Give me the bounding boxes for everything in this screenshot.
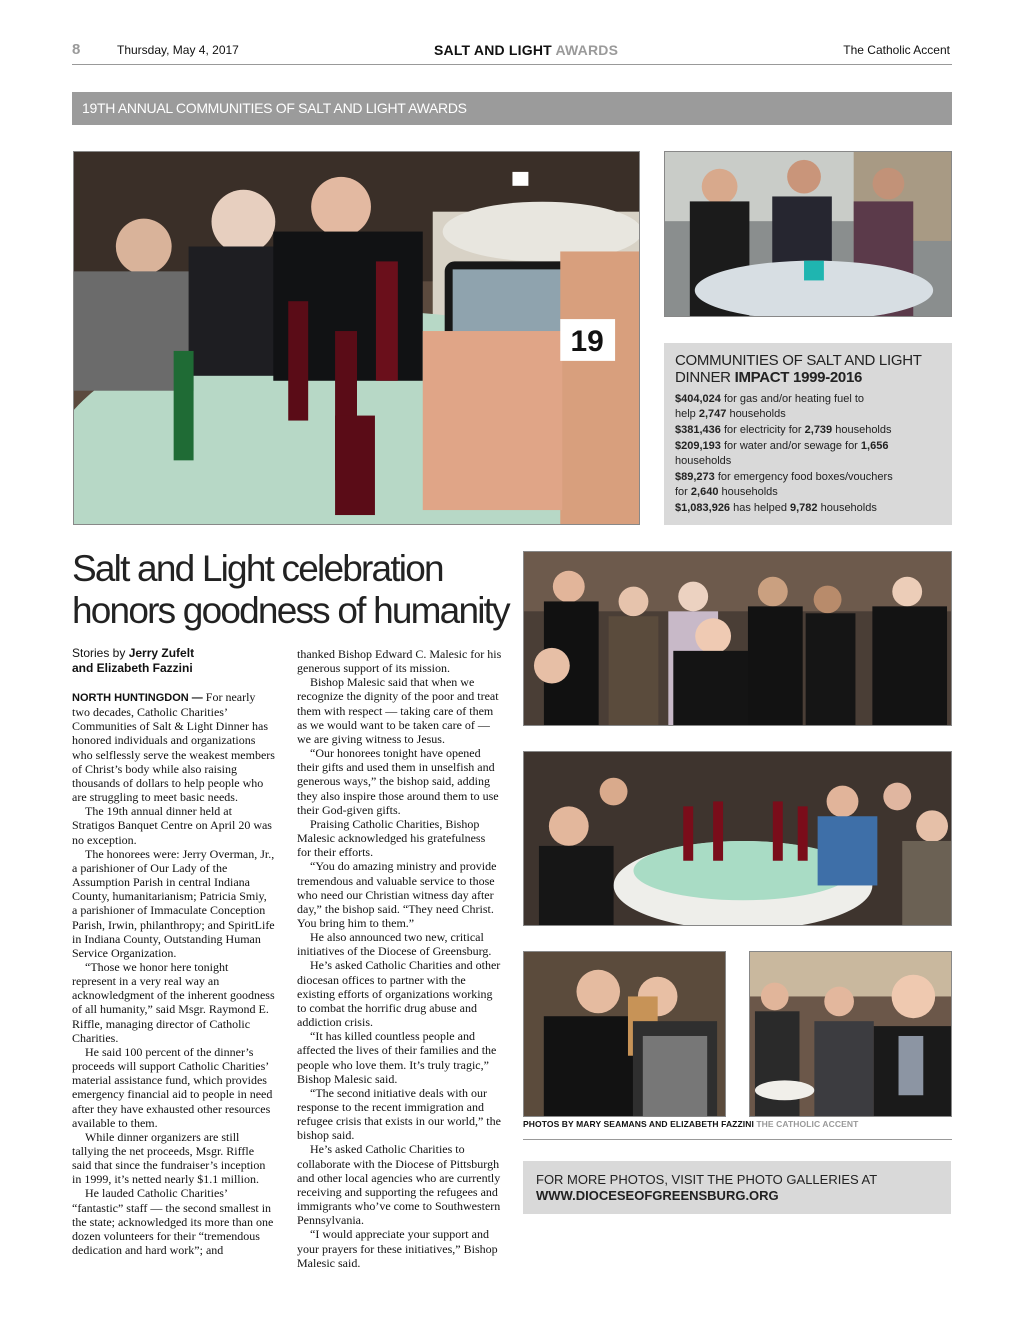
article-paragraph: He said 100 percent of the dinner’s proceeds will support Catholic Charities’ material assistance fund, which provides emergency financial aid to people in need after they have exhausted other resources available to them. xyxy=(72,1044,273,1130)
gallery-url-link[interactable]: WWW.DIOCESEOFGREENSBURG.ORG xyxy=(536,1188,779,1203)
article-paragraph: While dinner organizers are still tallying the net proceeds, Msgr. Riffle said that since the fundraiser’s inception in 1999, it’s netted nearly $1.1 million. xyxy=(72,1129,266,1187)
article-column-2 xyxy=(297,647,502,1270)
article-paragraph: “I would appreciate your support and your prayers for these initiatives,” Bishop Malesic said. xyxy=(297,1227,498,1270)
article-headline xyxy=(72,548,512,632)
article-paragraph: He also announced two new, critical initiatives of the Diocese of Greensburg. xyxy=(297,930,492,959)
photo-guests-seated xyxy=(749,951,952,1117)
headline-line1: Salt and Light celebration xyxy=(72,548,443,589)
impact-item: $89,273 for emergency food boxes/vouchers for 2,640 households xyxy=(675,471,893,498)
article-paragraph: Bishop Malesic said that when we recognize the dignity of the poor and treat them with respect — taking care of them as we would want to be taken care of — we are giving witness to Jesus. xyxy=(297,675,499,746)
headline-line2: honors goodness of humanity xyxy=(72,590,509,631)
impact-item: $381,436 for electricity for 2,739 households xyxy=(675,424,892,436)
credit-divider xyxy=(523,1139,952,1140)
article-paragraph: “The second initiative deals with our response to the recent immigration and refugee crisis that exists in our world,” the bishop said. xyxy=(297,1085,501,1143)
issue-date: Thursday, May 4, 2017 xyxy=(117,43,239,57)
photo-gift-baskets xyxy=(664,151,952,317)
article-column-1 xyxy=(72,690,275,1257)
article-paragraph: “Those we honor here tonight represent in a very real way an acknowledgment of the inherent goodness of all humanity,” said Msgr. Raymond E. Riffle, managing director of Catholic Charities. xyxy=(72,959,275,1045)
article-paragraph: He’s asked Catholic Charities to collaborate with the Diocese of Pittsburgh and other local agencies who are currently receiving and supporting the refugees and immigrants who’ve come to Southwestern Pennsylvania. xyxy=(297,1142,501,1228)
article-paragraph: “Our honorees tonight have opened their gifts and used them in unselfish and generous ways,” the bishop said, adding they also inspire those around them to use their God-given gifts. xyxy=(297,746,499,817)
more-photos-text: FOR MORE PHOTOS, VISIT THE PHOTO GALLERIES AT xyxy=(536,1172,878,1187)
section-title-grey: AWARDS xyxy=(555,42,619,58)
photo-dinner-table-phone xyxy=(73,151,640,525)
impact-item: $404,024 for gas and/or heating fuel to help 2,747 households xyxy=(675,393,864,420)
impact-item: $1,083,926 has helped 9,782 households xyxy=(675,502,877,514)
article-paragraph: “You do amazing ministry and provide tremendous and valuable service to those who need our Christian witness day after day,” the bishop said. “They need Christ. You bring him to them.” xyxy=(297,859,497,930)
page-number: 8 xyxy=(72,41,81,58)
impact-title-line2: DINNER IMPACT 1999-2016 xyxy=(675,369,863,386)
article-paragraph: The 19th annual dinner held at Stratigos Banquet Centre on April 20 was no exception. xyxy=(72,804,272,847)
impact-item: $209,193 for water and/or sewage for 1,656 households xyxy=(675,440,889,467)
article-paragraph: The honorees were: Jerry Overman, Jr., a parishioner of Our Lady of the Assumption Parish in central Indiana County, humanitarianism; Patricia Smiy, a parishioner of Immaculate Conception Parish, Irwin, philanthropy; and SpiritLife in Indiana County, Outstanding Human Service Organization. xyxy=(72,846,275,960)
photo-bishop-with-guest xyxy=(523,951,726,1117)
article-paragraph: thanked Bishop Edward C. Malesic for his generous support of its mission. xyxy=(297,647,502,676)
photo-credit: PHOTOS BY MARY SEAMANS AND ELIZABETH FAZZINI THE CATHOLIC ACCENT xyxy=(523,1119,859,1129)
section-banner: 19TH ANNUAL COMMUNITIES OF SALT AND LIGHT AWARDS xyxy=(72,92,952,125)
impact-title-line1: COMMUNITIES OF SALT AND LIGHT xyxy=(675,352,922,369)
article-paragraph: He’s asked Catholic Charities and other diocesan offices to partner with the existing efforts of organizations working to combat the horrific drug abuse and addiction crisis. xyxy=(297,958,501,1030)
more-photos-box xyxy=(523,1161,951,1214)
photo-round-table-guests xyxy=(523,751,952,926)
section-title xyxy=(434,42,618,58)
section-title-bold: SALT AND LIGHT xyxy=(434,42,552,58)
article-paragraph: Praising Catholic Charities, Bishop Malesic acknowledged his gratefulness for their efforts. xyxy=(297,816,486,860)
photo-group-honorees xyxy=(523,551,952,726)
table-number-card: 19 xyxy=(570,324,604,358)
article-paragraph: NORTH HUNTINGDON — For nearly two decades, Catholic Charities’ Communities of Salt & Light Dinner has honored individuals and organizations who selflessly serve the weakest members of Christ’s body while also raising thousands of dollars to help people who are struggling to meet basic needs. xyxy=(72,690,275,805)
article-paragraph: He lauded Catholic Charities’ “fantastic” staff — the second smallest in the state; acknowledged its more than one dozen volunteers for their “tremendous dedication and hard work”; and xyxy=(72,1186,274,1258)
byline: Stories by Jerry Zufelt and Elizabeth Fazzini xyxy=(72,646,195,675)
dateline: NORTH HUNTINGDON — xyxy=(72,692,203,704)
header-divider xyxy=(72,64,952,65)
publication-name: The Catholic Accent xyxy=(843,43,950,57)
impact-stats-box xyxy=(664,343,952,525)
article-paragraph: “It has killed countless people and affected the lives of their families and the people who love them. It’s truly tragic,” Bishop Malesic said. xyxy=(297,1029,497,1086)
